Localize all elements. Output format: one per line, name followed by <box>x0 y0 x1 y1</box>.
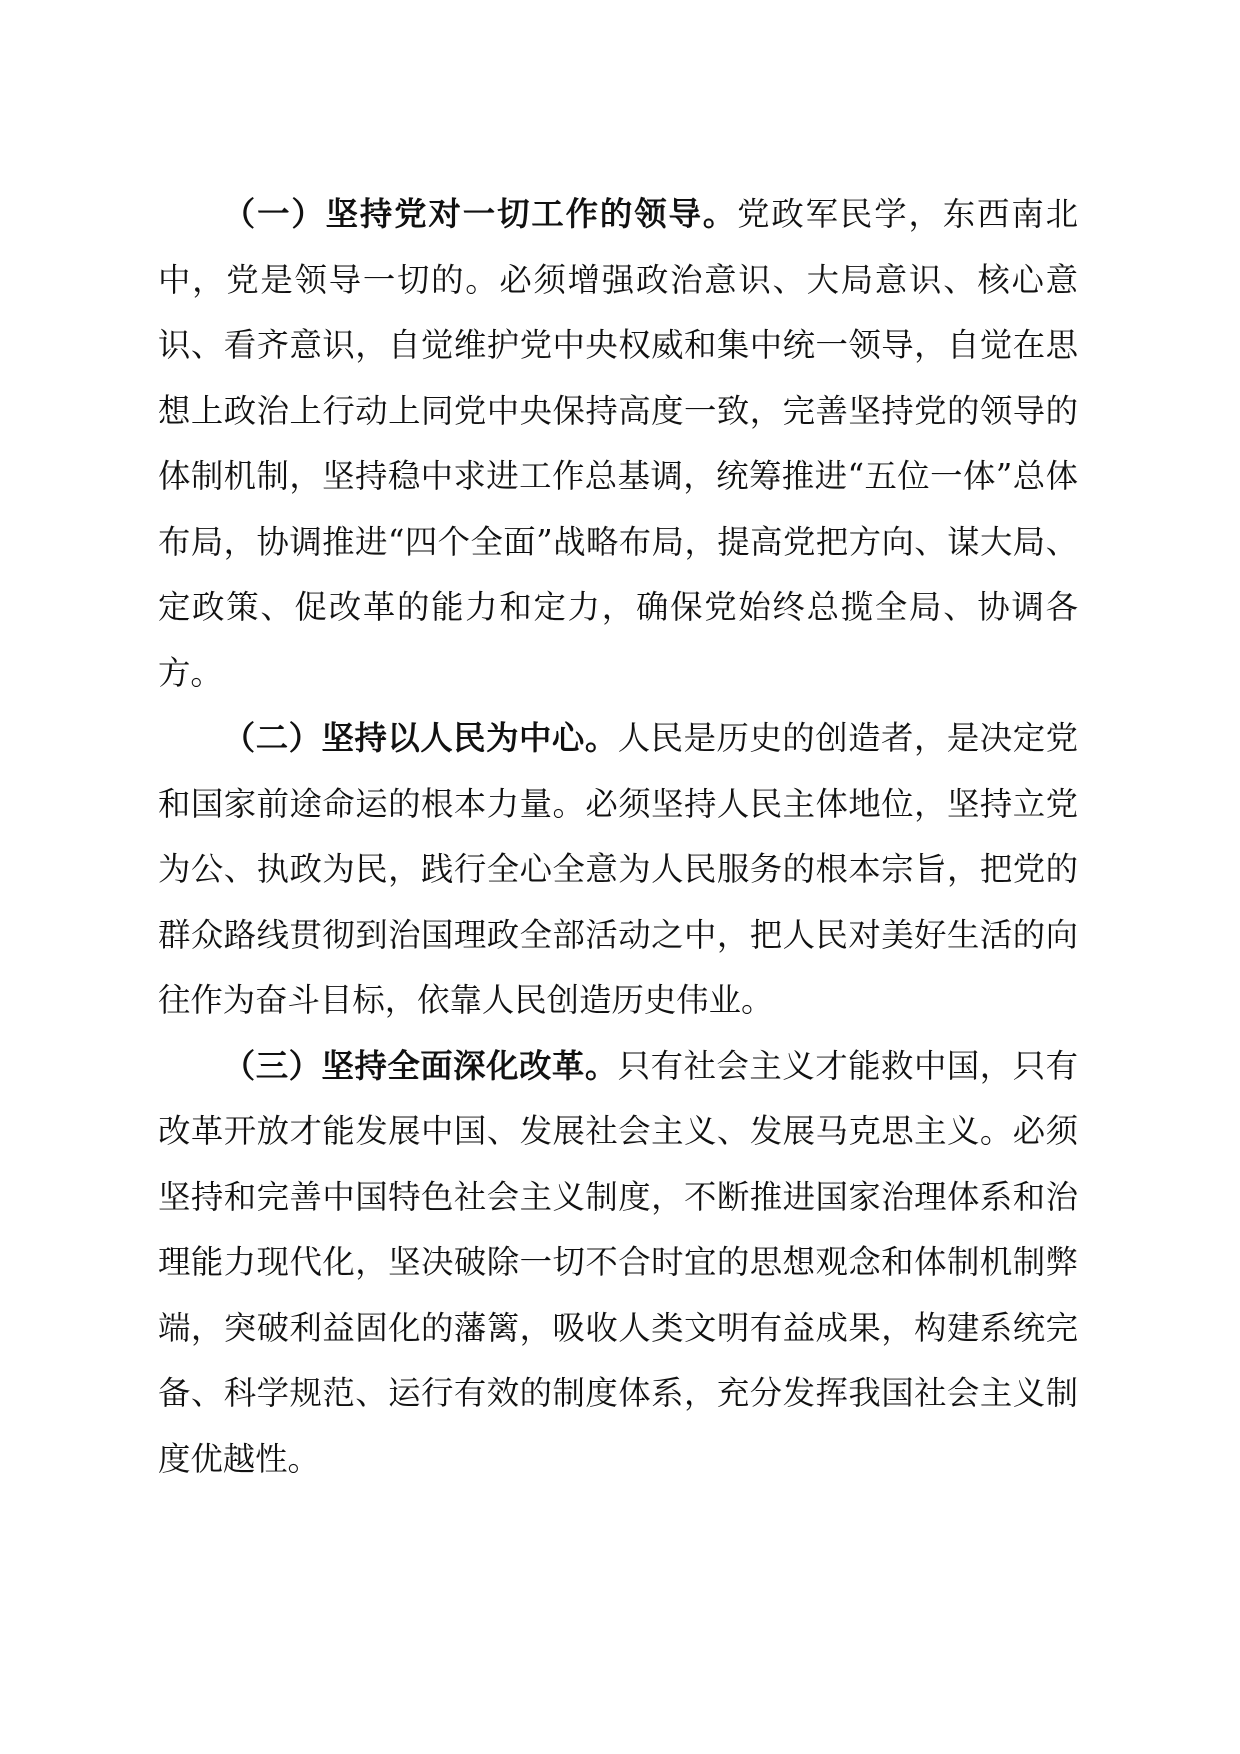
paragraph-text: 党政军民学，东西南北中，党是领导一切的。必须增强政治意识、大局意识、核心意识、看齐意识，自觉维护党中央权威和集中统一领导，自觉在思想上政治上行动上同党中央保持高度一致，完善坚持党的领导的体制机制，坚持稳中求进工作总基调，统筹推进“五位一体”总体布局，协调推进“四个全面”战略布局，提高党把方向、谋大局、定政策、促改革的能力和定力，确保党始终总揽全局、协调各方。 <box>158 195 1079 692</box>
paragraph-heading: （一）坚持党对一切工作的领导。 <box>222 195 738 233</box>
paragraph-heading: （三）坚持全面深化改革。 <box>222 1046 618 1085</box>
document-body <box>158 182 1078 1492</box>
paragraph-people-centered <box>158 706 1078 1034</box>
paragraph-text: 只有社会主义才能救中国，只有改革开放才能发展中国、发展社会主义、发展马克思主义。必须坚持和完善中国特色社会主义制度，不断推进国家治理体系和治理能力现代化，坚决破除一切不合时宜的思想观念和体制机制弊端，突破利益固化的藩篱，吸收人类文明有益成果，构建系统完备、科学规范、运行有效的制度体系，充分发挥我国社会主义制度优越性。 <box>158 1046 1079 1478</box>
paragraph-heading: （二）坚持以人民为中心。 <box>222 719 618 757</box>
paragraph-party-leadership <box>158 182 1078 706</box>
paragraph-text: 人民是历史的创造者，是决定党和国家前途命运的根本力量。必须坚持人民主体地位，坚持立党为公、执政为民，践行全心全意为人民服务的根本宗旨，把党的群众路线贯彻到治国理政全部活动之中，把人民对美好生活的向往作为奋斗目标，依靠人民创造历史伟业。 <box>158 719 1079 1019</box>
paragraph-deepening-reform <box>158 1034 1078 1493</box>
